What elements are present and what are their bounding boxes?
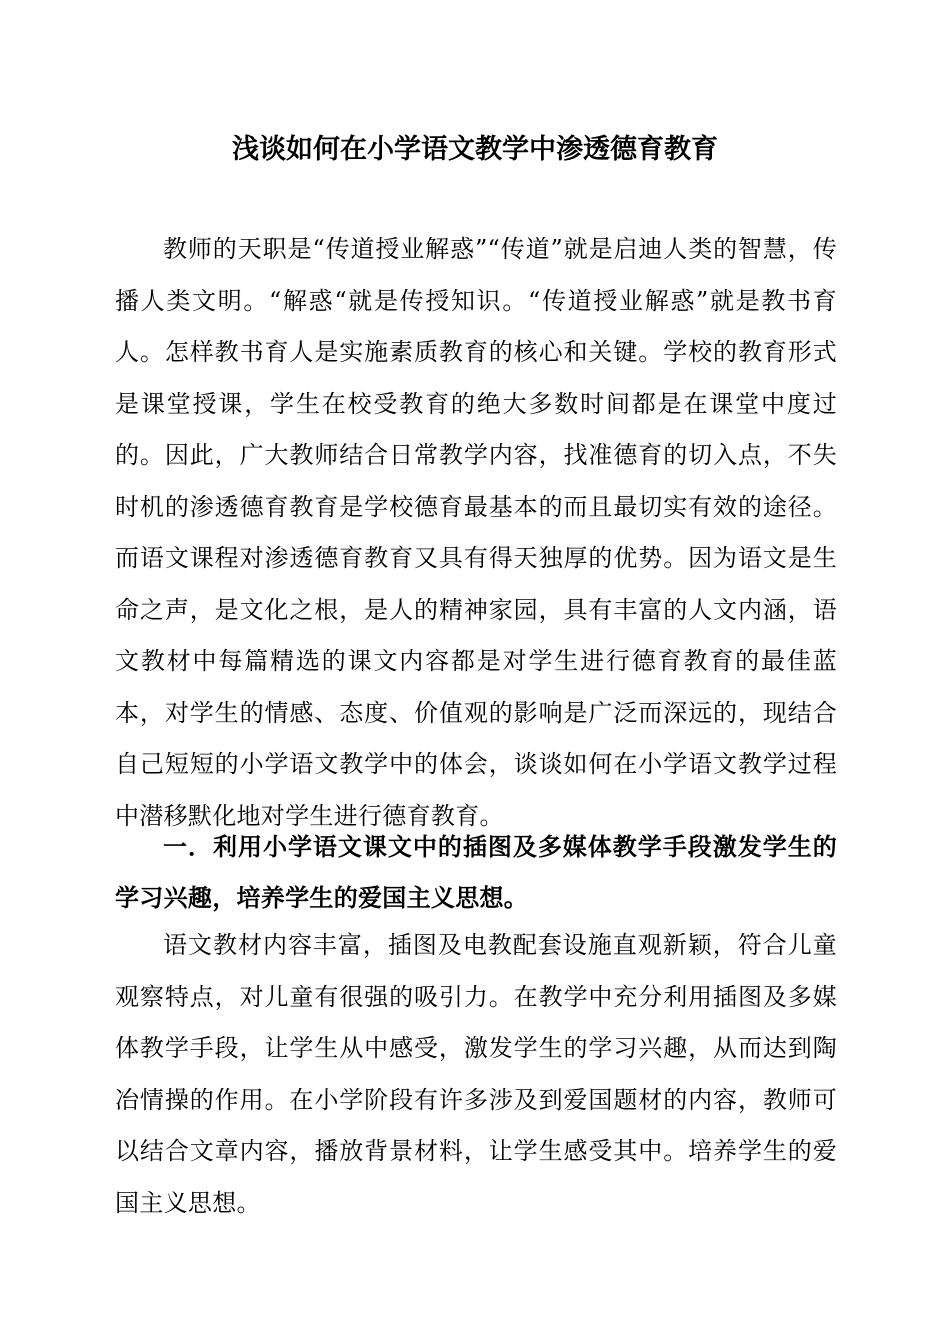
section-heading-1: 一．利用小学语文课文中的插图及多媒体教学手段激发学生的学习兴趣，培养学生的爱国主义思想。 xyxy=(115,833,837,912)
intro-paragraph: 教师的天职是“传道授业解惑”“传道”就是启迪人类的智慧，传播人类文明。“解惑“就是传授知识。“传道授业解惑”就是教书育人。怎样教书育人是实施素质教育的核心和关键。学校的教育形式是课堂授课，学生在校受教育的绝大多数时间都是在课堂中度过的。因此，广大教师结合日常教学内容，找准德育的切入点，不失时机的渗透德育教育是学校德育最基本的而且最切实有效的途径。而语文课程对渗透德育教育又具有得天独厚的优势。因为语文是生命之声，是文化之根，是人的精神家园，具有丰富的人文内涵，语文教材中每篇精选的课文内容都是对学生进行德育教育的最佳蓝本，对学生的情感、态度、价值观的影响是广泛而深远的，现结合自己短短的小学语文教学中的体会，谈谈如何在小学语文教学过程中潜移默化地对学生进行德育教育。 xyxy=(115,235,837,830)
section-paragraph-1: 语文教材内容丰富，插图及电教配套设施直观新颖，符合儿童观察特点，对儿童有很强的吸引力。在教学中充分利用插图及多媒体教学手段，让学生从中感受，激发学生的学习兴趣，从而达到陶冶情操的作用。在小学阶段有许多涉及到爱国题材的内容，教师可以结合文章内容，播放背景材料，让学生感受其中。培养学生的爱国主义思想。 xyxy=(115,931,837,1217)
document-title: 浅谈如何在小学语文教学中渗透德育教育 xyxy=(232,134,718,165)
